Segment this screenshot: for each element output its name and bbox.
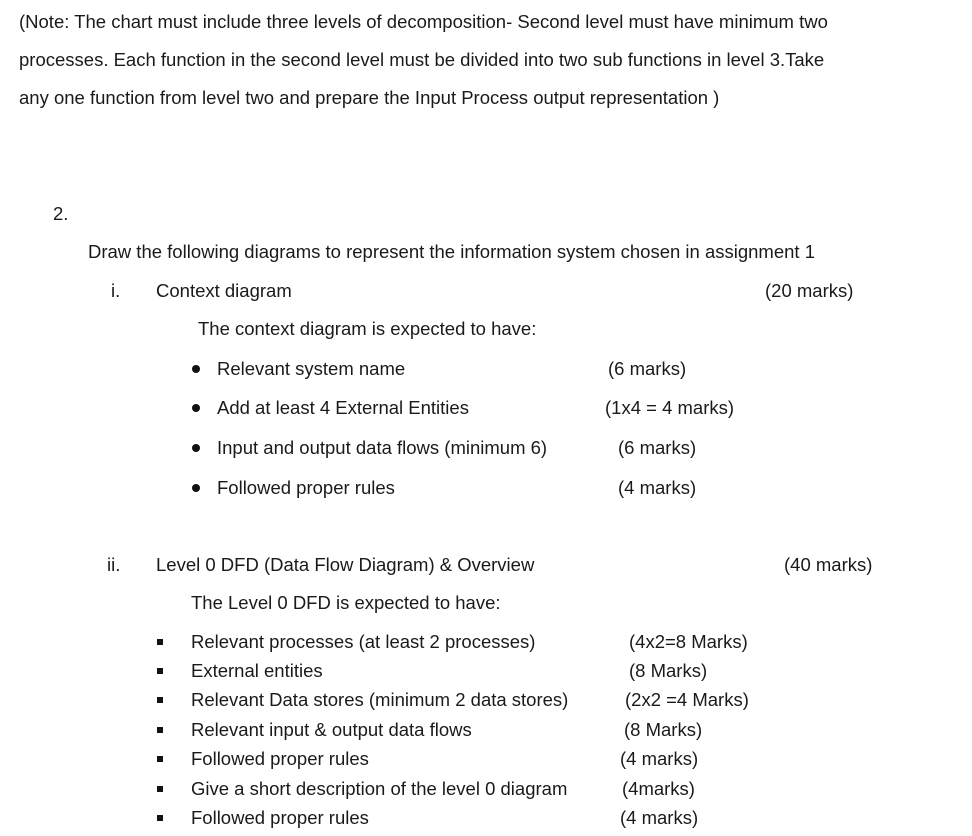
list-item-label: Relevant system name <box>217 358 406 379</box>
list-item-label: Relevant input & output data flows <box>191 719 472 740</box>
note-line-1: (Note: The chart must include three levels of decomposition- Second level must have minimum two <box>19 11 828 32</box>
part-i-title: Context diagram <box>156 280 292 301</box>
list-item-label: Followed proper rules <box>217 477 395 498</box>
bullet-dot <box>192 484 200 492</box>
bullet-dot <box>192 444 200 452</box>
question-instruction: Draw the following diagrams to represent the information system chosen in assignment 1 <box>88 241 815 262</box>
list-item-marks: (4marks) <box>622 778 695 799</box>
list-item-label: Add at least 4 External Entities <box>217 397 469 418</box>
note-line-3: any one function from level two and prepare the Input Process output representation ) <box>19 87 720 108</box>
question-number: 2. <box>53 203 69 224</box>
bullet-square <box>157 815 163 821</box>
list-item-marks: (6 marks) <box>618 437 697 458</box>
bullet-square <box>157 697 163 703</box>
bullet-square <box>157 668 163 674</box>
list-item-marks: (8 Marks) <box>624 719 703 740</box>
list-item-marks: (6 marks) <box>608 358 687 379</box>
part-ii-marks: (40 marks) <box>784 554 873 575</box>
part-i-numeral: i. <box>111 280 121 301</box>
list-item-marks: (4 marks) <box>620 748 699 769</box>
part-ii-intro: The Level 0 DFD is expected to have: <box>191 592 501 613</box>
list-item-marks: (2x2 =4 Marks) <box>625 689 749 710</box>
note-line-2: processes. Each function in the second level must be divided into two sub functions in level 3.Take <box>19 49 825 70</box>
bullet-dot <box>192 365 200 373</box>
list-item-label: Followed proper rules <box>191 807 369 828</box>
part-ii-numeral: ii. <box>107 554 121 575</box>
list-item-marks: (4 marks) <box>618 477 697 498</box>
bullet-square <box>157 756 163 762</box>
list-item-label: Relevant processes (at least 2 processes) <box>191 631 536 652</box>
part-i-intro: The context diagram is expected to have: <box>198 318 537 339</box>
list-item-label: Input and output data flows (minimum 6) <box>217 437 548 458</box>
bullet-square <box>157 727 163 733</box>
list-item-label: Followed proper rules <box>191 748 369 769</box>
list-item-marks: (8 Marks) <box>629 660 708 681</box>
part-ii-title: Level 0 DFD (Data Flow Diagram) & Overview <box>156 554 535 575</box>
list-item-label: External entities <box>191 660 323 681</box>
bullet-square <box>157 786 163 792</box>
list-item-marks: (1x4 = 4 marks) <box>605 397 735 418</box>
part-i-marks: (20 marks) <box>765 280 854 301</box>
list-item-marks: (4 marks) <box>620 807 699 828</box>
bullet-square <box>157 639 163 645</box>
list-item-label: Give a short description of the level 0 diagram <box>191 778 568 799</box>
list-item-label: Relevant Data stores (minimum 2 data stores) <box>191 689 569 710</box>
list-item-marks: (4x2=8 Marks) <box>629 631 748 652</box>
bullet-dot <box>192 404 200 412</box>
